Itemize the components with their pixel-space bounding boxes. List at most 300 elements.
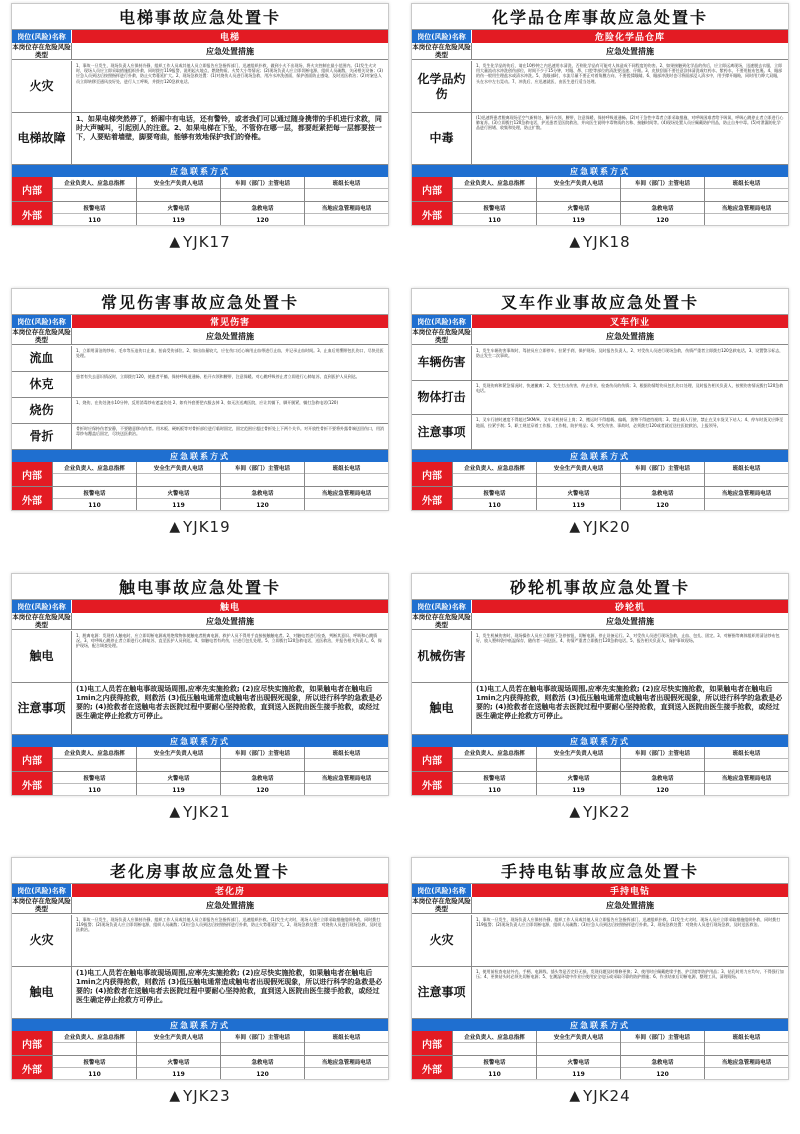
contact-cell-number bbox=[305, 784, 388, 796]
contact-cell-label: 火警电话 bbox=[137, 1056, 220, 1068]
contact-cell-number bbox=[705, 499, 788, 511]
contact-cell bbox=[220, 177, 304, 201]
contact-header: 应急联系方式 bbox=[412, 1019, 788, 1031]
contact-cell bbox=[536, 1031, 620, 1055]
external-contact-row bbox=[412, 487, 788, 511]
contact-cell bbox=[52, 772, 136, 796]
contact-cell-label: 急救电话 bbox=[221, 202, 304, 214]
measures-body bbox=[412, 915, 788, 1019]
contact-cell-label: 急救电话 bbox=[621, 772, 704, 784]
contact-cell bbox=[452, 202, 536, 226]
contact-header: 应急联系方式 bbox=[412, 735, 788, 747]
contact-cell bbox=[136, 1031, 220, 1055]
contact-cell-label: 安全生产负责人电话 bbox=[537, 747, 620, 759]
contact-cell-value bbox=[621, 1043, 704, 1055]
contact-cell-label: 当地应急管理局电话 bbox=[305, 772, 388, 784]
contact-cell-number: 120 bbox=[256, 786, 269, 794]
external-label: 外部 bbox=[412, 487, 452, 511]
contact-cell-label: 急救电话 bbox=[621, 202, 704, 214]
internal-contact-row bbox=[412, 747, 788, 772]
contact-cell-value bbox=[137, 1043, 220, 1055]
card-title: 叉车作业事故应急处置卡 bbox=[412, 289, 788, 315]
card-yjk23 bbox=[11, 857, 389, 1112]
contact-cell bbox=[220, 487, 304, 511]
contact-cell-number: 119 bbox=[572, 501, 585, 509]
risk-type-label: 本岗位存在危险风险类型 bbox=[412, 613, 471, 629]
contact-cell-number: 110 bbox=[488, 216, 501, 224]
contact-cell bbox=[536, 462, 620, 486]
hazard-measures-text: 患者有失去意识情况时，立即拨打120，使患者平躺，保持呼吸道通畅，松开衣领和腰带，注意保暖。对心跳呼吸停止者立即进行心肺复苏，直到医护人员到达。 bbox=[76, 374, 360, 379]
emergency-card bbox=[411, 857, 789, 1080]
contact-cell bbox=[620, 772, 704, 796]
contact-footer bbox=[12, 735, 388, 795]
contact-cell bbox=[452, 1031, 536, 1055]
contact-cell-label: 安全生产负责人电话 bbox=[537, 1031, 620, 1043]
contact-cell bbox=[136, 487, 220, 511]
contact-cell-label: 当地应急管理局电话 bbox=[705, 487, 788, 499]
contact-cell bbox=[536, 202, 620, 226]
measures-header-row bbox=[12, 897, 388, 914]
contact-cell-value bbox=[305, 1043, 388, 1055]
contact-cell-number bbox=[305, 214, 388, 226]
contact-header: 应急联系方式 bbox=[12, 165, 388, 177]
risk-type-label: 本岗位存在危险风险类型 bbox=[412, 897, 471, 913]
contact-cell-label: 急救电话 bbox=[621, 1056, 704, 1068]
contact-cell-label: 班组长电话 bbox=[705, 462, 788, 474]
contact-cell bbox=[52, 487, 136, 511]
card-code-caption bbox=[411, 1080, 789, 1112]
measures-body bbox=[12, 346, 388, 450]
hazard-name: 注意事项 bbox=[12, 683, 72, 734]
contact-cell-label: 报警电话 bbox=[53, 1056, 136, 1068]
card-yjk19 bbox=[11, 288, 389, 543]
hazard-measures-text: (1)电工人员若在触电事故现场周围,应率先实施抢救; (2)应尽快实施抢救，如果触电者在触电后1min之内获得抢救，则救活 (3)低压触电通常造成触电者出现假死现象，所以进行科学的急救是必要的; (4)抢救者在送触电者去医院过程中要耐心坚持抢救，直到送入医院由医生接手抢救，或经过医生确定停止抢救方可停止。 bbox=[76, 685, 383, 720]
measures-label: 应急处置措施 bbox=[206, 900, 254, 910]
hazard-name: 火灾 bbox=[12, 915, 72, 966]
contact-cell bbox=[452, 487, 536, 511]
post-row bbox=[412, 600, 788, 613]
external-contact-row bbox=[12, 202, 388, 226]
hazard-section bbox=[12, 61, 388, 113]
contact-cell-label: 当地应急管理局电话 bbox=[305, 487, 388, 499]
measures-header-row bbox=[412, 897, 788, 914]
contact-cell-label: 当地应急管理局电话 bbox=[305, 202, 388, 214]
contact-cell bbox=[220, 1031, 304, 1055]
hazard-section bbox=[412, 61, 788, 113]
measures-body bbox=[412, 346, 788, 450]
contact-cell bbox=[304, 177, 388, 201]
post-row bbox=[12, 600, 388, 613]
measures-label: 应急处置措施 bbox=[206, 46, 254, 56]
triangle-icon: ▲ bbox=[169, 804, 182, 820]
contact-cell-value bbox=[53, 189, 136, 201]
contact-cell-label: 急救电话 bbox=[221, 772, 304, 784]
card-code-caption bbox=[411, 511, 789, 543]
measures-header-row bbox=[412, 613, 788, 630]
triangle-icon: ▲ bbox=[569, 804, 582, 820]
contact-cell-label: 企业负责人、应急总指挥 bbox=[53, 747, 136, 759]
hazard-name: 休克 bbox=[12, 372, 72, 397]
contact-cell-label: 班组长电话 bbox=[705, 747, 788, 759]
contact-cell-number: 110 bbox=[88, 216, 101, 224]
post-value: 危险化学品仓库 bbox=[472, 30, 788, 43]
hazard-measures-text: 1、事故一旦发生，现场负责人应保持冷静，组织工作人员或其他人员立即报告应急指挥部门，迅速组织扑救。(1)发生火灾时，现场人员应立即采取措施组织扑救，同时拨打119报警；(2)现场负责人应立即切断电源，组织人员疏散；(3)应急人员到达后按照指挥进行扑救。2、现场急救处置：对烧伤人员进行现场急救，及时送医救治。 bbox=[476, 917, 781, 928]
contact-cell bbox=[620, 1056, 704, 1080]
internal-contact-row bbox=[412, 1031, 788, 1056]
hazard-section bbox=[12, 915, 388, 967]
contact-cell bbox=[304, 1031, 388, 1055]
internal-label: 内部 bbox=[12, 177, 52, 201]
contact-cell-value bbox=[137, 474, 220, 486]
card-title: 化学品仓库事故应急处置卡 bbox=[412, 4, 788, 30]
contact-cell bbox=[52, 202, 136, 226]
hazard-measures-text: 骨折时应保持伤者安静，不要随意移动伤者。用木板、硬纸板等对骨折部位进行临时固定，固定范围应超过骨折处上下两个关节。对开放性骨折不要将外露骨端送回伤口，用消毒纱布覆盖后固定，尽快送医救治。 bbox=[76, 426, 384, 437]
contact-cell-label: 企业负责人、应急总指挥 bbox=[53, 462, 136, 474]
contact-cell-value bbox=[705, 474, 788, 486]
hazard-name: 烧伤 bbox=[12, 398, 72, 423]
contact-cell bbox=[52, 747, 136, 771]
hazard-name: 触电 bbox=[12, 631, 72, 682]
post-label: 岗位(风险)名称 bbox=[412, 884, 472, 897]
contact-cell-value bbox=[537, 189, 620, 201]
card-code-caption bbox=[11, 511, 389, 543]
external-contact-row bbox=[12, 772, 388, 796]
internal-label: 内部 bbox=[412, 747, 452, 771]
external-label: 外部 bbox=[12, 1056, 52, 1080]
contact-cell-label: 报警电话 bbox=[453, 772, 536, 784]
contact-cell bbox=[304, 202, 388, 226]
triangle-icon: ▲ bbox=[569, 1088, 582, 1104]
triangle-icon: ▲ bbox=[169, 519, 182, 535]
contact-cell-label: 安全生产负责人电话 bbox=[137, 462, 220, 474]
contact-footer bbox=[412, 165, 788, 225]
contact-cell-number: 110 bbox=[488, 1070, 501, 1078]
risk-type-label: 本岗位存在危险风险类型 bbox=[412, 328, 471, 344]
hazard-measures-text: (1)电工人员若在触电事故现场周围,应率先实施抢救; (2)应尽快实施抢救，如果触电者在触电后1min之内获得抢救，则救活 (3)低压触电通常造成触电者出现假死现象，所以进行科学的急救是必要的; (4)抢救者在送触电者去医院过程中要耐心坚持抢救，直到送入医院由医生接手抢救，或经过医生确定停止抢救方可停止。 bbox=[476, 685, 783, 720]
measures-label: 应急处置措施 bbox=[606, 46, 654, 56]
contact-cell-label: 安全生产负责人电话 bbox=[537, 177, 620, 189]
contact-cell bbox=[220, 747, 304, 771]
card-code: YJK17 bbox=[183, 233, 231, 251]
triangle-icon: ▲ bbox=[169, 234, 182, 250]
measures-body bbox=[12, 61, 388, 165]
contact-cell-value bbox=[537, 1043, 620, 1055]
contact-cell-label: 班组长电话 bbox=[305, 177, 388, 189]
emergency-card bbox=[11, 288, 389, 511]
hazard-measures-text: 1、脱离电源：发现有人触电时，应立即切断电源或用绝缘物体使触电者脱离电源，救护人员不得用手直接接触触电者。2、对触电者进行检查，判断其意识、呼吸和心跳情况。3、对呼吸心跳停止者立即进行心肺复苏，直至医护人员到达。4、如触电者有灼伤，应进行包扎处理。5、立即拨打120急救电话，送医救治，并报告相关负责人。6、保护现场，配合调查处理。 bbox=[76, 633, 382, 649]
hazard-name: 骨折 bbox=[12, 424, 72, 449]
emergency-card bbox=[411, 3, 789, 226]
external-label: 外部 bbox=[12, 772, 52, 796]
post-label: 岗位(风险)名称 bbox=[12, 315, 72, 328]
contact-cell-label: 火警电话 bbox=[537, 772, 620, 784]
card-title: 电梯事故应急处置卡 bbox=[12, 4, 388, 30]
triangle-icon: ▲ bbox=[169, 1088, 182, 1104]
risk-type-label: 本岗位存在危险风险类型 bbox=[412, 43, 471, 59]
contact-cell bbox=[136, 462, 220, 486]
post-row bbox=[412, 884, 788, 897]
contact-cell-number: 110 bbox=[88, 1070, 101, 1078]
external-contact-row bbox=[12, 1056, 388, 1080]
card-yjk21 bbox=[11, 573, 389, 828]
contact-cell-value bbox=[621, 189, 704, 201]
hazard-name: 触电 bbox=[12, 967, 72, 1018]
emergency-card bbox=[11, 3, 389, 226]
contact-cell bbox=[304, 462, 388, 486]
contact-cell-value bbox=[305, 474, 388, 486]
hazard-section bbox=[412, 113, 788, 165]
triangle-icon: ▲ bbox=[569, 234, 582, 250]
measures-label: 应急处置措施 bbox=[206, 331, 254, 341]
internal-contact-row bbox=[412, 462, 788, 487]
contact-cell-label: 急救电话 bbox=[221, 487, 304, 499]
contact-footer bbox=[12, 450, 388, 510]
external-contact-row bbox=[412, 772, 788, 796]
hazard-name: 火灾 bbox=[12, 61, 72, 112]
contact-cell-label: 安全生产负责人电话 bbox=[137, 747, 220, 759]
internal-label: 内部 bbox=[412, 1031, 452, 1055]
contact-cell-number: 120 bbox=[656, 216, 669, 224]
contact-cell-value bbox=[537, 474, 620, 486]
contact-cell-label: 当地应急管理局电话 bbox=[705, 772, 788, 784]
contact-footer bbox=[12, 1019, 388, 1079]
hazard-measures-text: 1、发生车辆伤害事故时，驾驶员应立即停车，拉紧手刹，保护现场，及时报告负责人。2、对受伤人员进行现场急救，伤情严重者立即拨打120急救电话。3、设置警示标志，防止发生二次事故。 bbox=[476, 348, 784, 359]
internal-label: 内部 bbox=[12, 1031, 52, 1055]
hazard-measures-text: 1、如果电梯突然停了，轿厢中有电话，还有警铃，或者我们可以通过随身携带的手机进行求救，同时大声喊叫，引起别人的注意。2、如果电梯在下坠，不管你在哪一层，都要赶紧把每一层都要按一下，人要贴着墙壁，脚要弯曲，能够有效地保护我们的脊椎。 bbox=[76, 115, 382, 141]
contact-cell bbox=[620, 177, 704, 201]
external-contact-row bbox=[412, 1056, 788, 1080]
card-code: YJK21 bbox=[183, 803, 231, 821]
internal-contact-row bbox=[412, 177, 788, 202]
contact-cell bbox=[704, 1031, 788, 1055]
contact-cell-value bbox=[221, 759, 304, 771]
contact-cell-number: 120 bbox=[656, 501, 669, 509]
external-contact-row bbox=[412, 202, 788, 226]
contact-cell-label: 当地应急管理局电话 bbox=[705, 1056, 788, 1068]
contact-cell-label: 车间（部门）主管电话 bbox=[621, 177, 704, 189]
external-contact-row bbox=[12, 487, 388, 511]
card-code-caption bbox=[11, 226, 389, 258]
external-label: 外部 bbox=[12, 202, 52, 226]
contact-cell bbox=[136, 1056, 220, 1080]
contact-cell bbox=[620, 202, 704, 226]
contact-cell-value bbox=[453, 189, 536, 201]
measures-header-row bbox=[12, 43, 388, 60]
card-yjk18 bbox=[411, 3, 789, 258]
contact-cell bbox=[304, 747, 388, 771]
hazard-section bbox=[412, 683, 788, 735]
contact-cell-number: 119 bbox=[572, 1070, 585, 1078]
contact-cell-label: 安全生产负责人电话 bbox=[137, 177, 220, 189]
contact-cell-label: 报警电话 bbox=[453, 487, 536, 499]
contact-cell-label: 火警电话 bbox=[537, 1056, 620, 1068]
card-title: 触电事故应急处置卡 bbox=[12, 574, 388, 600]
contact-cell bbox=[452, 772, 536, 796]
contact-cell-label: 火警电话 bbox=[137, 772, 220, 784]
post-value: 老化房 bbox=[72, 884, 388, 897]
post-value: 常见伤害 bbox=[72, 315, 388, 328]
contact-cell bbox=[136, 772, 220, 796]
hazard-measures-text: (1)迅速将患者脱离现场至空气新鲜处，解开衣领、腰带，注意保暖，保持呼吸道通畅。(2)对于急性中毒者立即采取措施，对呼吸困难者给予吸氧，呼吸心跳停止者立即进行心肺复苏。(3)立即拨打120急救电话，护送患者至医院救治，并向医生说明中毒物质的名称、接触时间等。(4)现场处置人员应佩戴防护用品，防止自身中毒。(5)对泄漏的化学品进行围堵、收集和处理，防止扩散。 bbox=[476, 115, 784, 131]
contact-cell bbox=[704, 177, 788, 201]
contact-cell-number: 120 bbox=[256, 216, 269, 224]
contact-cell-value bbox=[221, 189, 304, 201]
contact-cell bbox=[304, 487, 388, 511]
contact-cell-label: 报警电话 bbox=[453, 1056, 536, 1068]
card-code: YJK23 bbox=[183, 1087, 231, 1105]
contact-cell-label: 企业负责人、应急总指挥 bbox=[453, 747, 536, 759]
contact-cell bbox=[452, 1056, 536, 1080]
hazard-section bbox=[12, 372, 388, 398]
card-code: YJK24 bbox=[583, 1087, 631, 1105]
contact-cell bbox=[52, 462, 136, 486]
contact-header: 应急联系方式 bbox=[412, 165, 788, 177]
card-code-caption bbox=[411, 226, 789, 258]
hazard-name: 机械伤害 bbox=[412, 631, 472, 682]
hazard-section bbox=[412, 415, 788, 450]
measures-body bbox=[12, 631, 388, 735]
contact-cell bbox=[704, 462, 788, 486]
measures-header-row bbox=[12, 328, 388, 345]
contact-cell bbox=[220, 462, 304, 486]
contact-cell bbox=[536, 487, 620, 511]
measures-body bbox=[412, 631, 788, 735]
contact-cell bbox=[136, 202, 220, 226]
hazard-name: 电梯故障 bbox=[12, 113, 72, 164]
contact-cell bbox=[52, 1056, 136, 1080]
contact-cell-number: 110 bbox=[88, 501, 101, 509]
hazard-section bbox=[12, 683, 388, 735]
contact-header: 应急联系方式 bbox=[12, 1019, 388, 1031]
contact-header: 应急联系方式 bbox=[12, 450, 388, 462]
post-label: 岗位(风险)名称 bbox=[12, 884, 72, 897]
contact-cell-label: 企业负责人、应急总指挥 bbox=[453, 462, 536, 474]
card-code-caption bbox=[11, 796, 389, 828]
contact-footer bbox=[12, 165, 388, 225]
card-code: YJK20 bbox=[583, 518, 631, 536]
contact-cell-label: 车间（部门）主管电话 bbox=[621, 1031, 704, 1043]
contact-cell-number: 119 bbox=[572, 216, 585, 224]
contact-cell-label: 车间（部门）主管电话 bbox=[221, 1031, 304, 1043]
post-row bbox=[12, 884, 388, 897]
hazard-section bbox=[12, 398, 388, 424]
hazard-section bbox=[412, 631, 788, 683]
hazard-name: 触电 bbox=[412, 683, 472, 734]
contact-cell bbox=[536, 1056, 620, 1080]
contact-cell-label: 企业负责人、应急总指挥 bbox=[53, 1031, 136, 1043]
hazard-measures-text: 1、事故一旦发生，现场负责人应保持冷静，组织工作人员或其他人员立即报告应急指挥部门，迅速组织扑救。(1)发生火灾时，现场人员应立即采取措施组织扑救，同时拨打119报警；(2)现场负责人应立即切断电源，组织人员疏散；(3)应急人员到达后按照指挥进行扑救，防止火势蔓延扩大。2、现场急救处置：对烧伤人员进行现场急救，及时送医救治。 bbox=[76, 917, 382, 933]
contact-cell-number: 120 bbox=[656, 786, 669, 794]
contact-cell-label: 安全生产负责人电话 bbox=[137, 1031, 220, 1043]
card-title: 老化房事故应急处置卡 bbox=[12, 858, 388, 884]
contact-cell-value bbox=[305, 759, 388, 771]
emergency-card bbox=[11, 573, 389, 796]
contact-cell bbox=[304, 1056, 388, 1080]
contact-cell-number: 110 bbox=[488, 501, 501, 509]
contact-cell bbox=[704, 202, 788, 226]
measures-header-row bbox=[412, 43, 788, 60]
post-label: 岗位(风险)名称 bbox=[412, 30, 472, 43]
contact-cell-number: 120 bbox=[256, 501, 269, 509]
contact-cell-value bbox=[221, 474, 304, 486]
contact-cell-number: 119 bbox=[572, 786, 585, 794]
hazard-measures-text: 1、发现伤病和紧急情况时，快速撤离；2、发生打击伤害，停止作业，检查伤员的伤情；3、根据伤情给伤员包扎伤口处理，及时报告相关负责人，按照伤害情况拨打120急救电话。 bbox=[476, 382, 784, 393]
card-code: YJK18 bbox=[583, 233, 631, 251]
post-row bbox=[412, 315, 788, 328]
hazard-measures-text: 1、发生机械伤害时，现场操作人员应立即按下急停按钮，切断电源，停止设备运行。2、对受伤人员进行现场急救，止血、包扎、固定。3、对断指等离体组织用清洁纱布包好，放入塑料袋中低温保存，随伤者一同送医。4、伤情严重者立即拨打120急救电话。5、报告相关负责人，保护事故现场。 bbox=[476, 633, 780, 644]
risk-type-label: 本岗位存在危险风险类型 bbox=[12, 328, 71, 344]
measures-body bbox=[412, 61, 788, 165]
contact-cell-label: 班组长电话 bbox=[705, 1031, 788, 1043]
hazard-name: 火灾 bbox=[412, 915, 472, 966]
contact-cell-label: 班组长电话 bbox=[705, 177, 788, 189]
contact-cell-label: 企业负责人、应急总指挥 bbox=[453, 1031, 536, 1043]
contact-footer bbox=[412, 1019, 788, 1079]
hazard-section bbox=[12, 967, 388, 1019]
risk-type-label: 本岗位存在危险风险类型 bbox=[12, 613, 71, 629]
contact-cell-label: 当地应急管理局电话 bbox=[305, 1056, 388, 1068]
contact-cell-value bbox=[53, 1043, 136, 1055]
post-label: 岗位(风险)名称 bbox=[12, 30, 72, 43]
contact-cell bbox=[452, 462, 536, 486]
contact-cell-value bbox=[137, 189, 220, 201]
hazard-section bbox=[12, 346, 388, 372]
contact-cell bbox=[136, 747, 220, 771]
card-yjk22 bbox=[411, 573, 789, 828]
post-label: 岗位(风险)名称 bbox=[412, 600, 472, 613]
measures-body bbox=[12, 915, 388, 1019]
hazard-section bbox=[412, 967, 788, 1019]
hazard-name: 注意事项 bbox=[412, 415, 472, 449]
contact-cell-label: 当地应急管理局电话 bbox=[705, 202, 788, 214]
post-label: 岗位(风险)名称 bbox=[412, 315, 472, 328]
contact-header: 应急联系方式 bbox=[412, 450, 788, 462]
post-row bbox=[412, 30, 788, 43]
contact-cell-value bbox=[137, 759, 220, 771]
contact-cell-number: 110 bbox=[88, 786, 101, 794]
contact-cell-number: 120 bbox=[656, 1070, 669, 1078]
contact-cell-label: 火警电话 bbox=[537, 202, 620, 214]
contact-cell bbox=[536, 747, 620, 771]
card-title: 常见伤害事故应急处置卡 bbox=[12, 289, 388, 315]
post-row bbox=[12, 30, 388, 43]
hazard-measures-text: 1、叉车行驶时速度不得超过5KM/H，叉车司机持证上岗；2、搬运时不得超载、偏载，货物不得遮挡视线；3、禁止载人行驶，禁止在叉车货叉下站人；4、停车时货叉应降至地面，拉紧手刹；5、职工规范穿着工作服、工作鞋、防护用品；6、突发伤害、事故时，必须拨打120或者就近送往医院救治，上报领导。 bbox=[476, 417, 784, 428]
contact-header: 应急联系方式 bbox=[12, 735, 388, 747]
hazard-measures-text: (1)电工人员若在触电事故现场周围,应率先实施抢救; (2)应尽快实施抢救，如果触电者在触电后1min之内获得抢救，则救活 (3)低压触电通常造成触电者出现假死现象，所以进行科学的急救是必要的; (4)抢救者在送触电者去医院过程中要耐心坚持抢救，直到送入医院由医生接手抢救，或经过医生确定停止抢救方可停止。 bbox=[76, 969, 383, 1004]
card-code-caption bbox=[11, 1080, 389, 1112]
internal-contact-row bbox=[12, 1031, 388, 1056]
external-label: 外部 bbox=[12, 487, 52, 511]
contact-cell-value bbox=[705, 1043, 788, 1055]
risk-type-label: 本岗位存在危险风险类型 bbox=[12, 43, 71, 59]
contact-cell bbox=[620, 1031, 704, 1055]
contact-cell-value bbox=[705, 759, 788, 771]
measures-label: 应急处置措施 bbox=[606, 331, 654, 341]
contact-cell-value bbox=[53, 474, 136, 486]
internal-contact-row bbox=[12, 747, 388, 772]
contact-footer bbox=[412, 450, 788, 510]
contact-cell-label: 火警电话 bbox=[137, 202, 220, 214]
contact-cell bbox=[452, 747, 536, 771]
contact-cell-number: 110 bbox=[488, 786, 501, 794]
contact-cell-label: 班组长电话 bbox=[305, 1031, 388, 1043]
contact-cell-number bbox=[305, 1068, 388, 1080]
contact-cell bbox=[220, 1056, 304, 1080]
contact-cell bbox=[620, 747, 704, 771]
hazard-section bbox=[412, 915, 788, 967]
card-yjk20 bbox=[411, 288, 789, 543]
contact-cell-value bbox=[53, 759, 136, 771]
